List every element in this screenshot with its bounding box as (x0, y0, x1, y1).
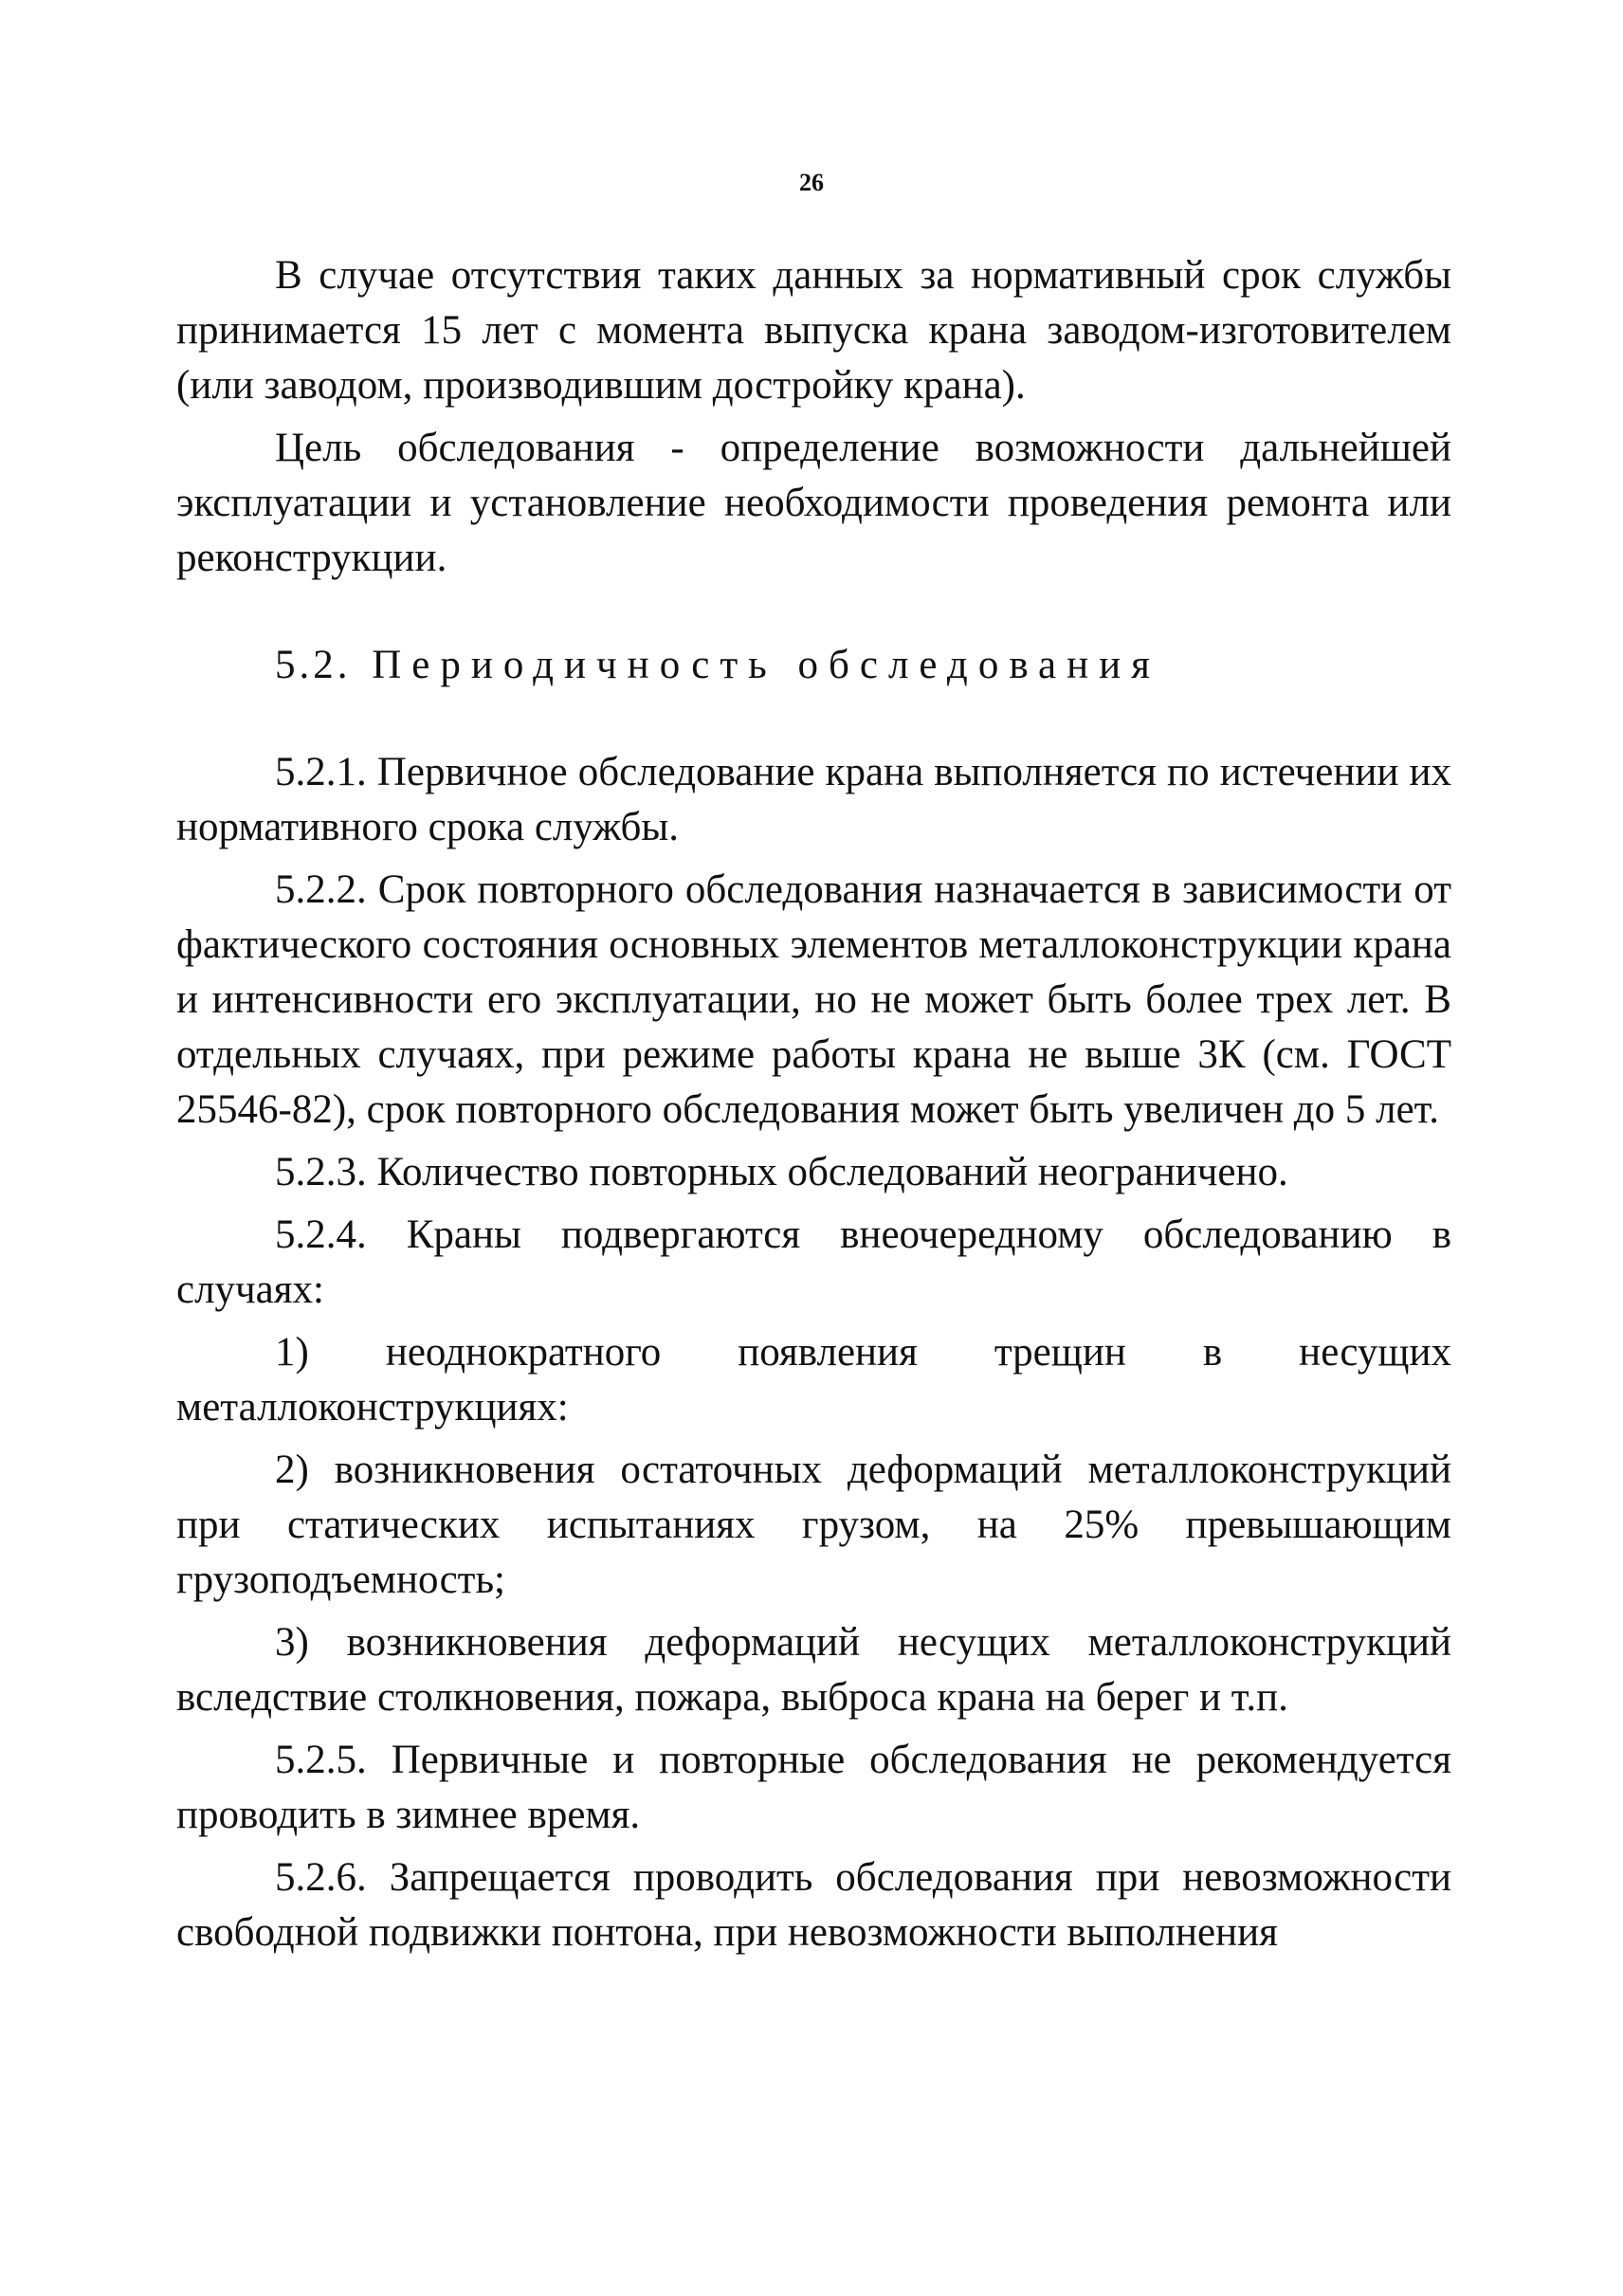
section-number: 5.2. (275, 643, 352, 687)
clause-paragraph: 5.2.3. Количество повторных обследований неограничено. (275, 1150, 1288, 1194)
intro-paragraph: В случае отсутствия таких данных за нормативный срок службы принимается 15 лет с момента выпуска крана заводом-изготовителем (или заводом, производившим достройку крана). (176, 253, 1451, 408)
list-item: 3) возникновения деформаций несущих металлоконструкций вследствие столкновения, пожара, выброса крана на берег и т.п. (176, 1620, 1451, 1720)
list-item: 2) возникновения остаточных деформаций металлоконструкций при статических испытаниях грузом, на 25% превышающим грузоподъемность; (176, 1448, 1451, 1602)
document-body (176, 248, 1451, 1960)
section-title: Периодичность обследования (372, 643, 1160, 687)
clause-paragraph: 5.2.2. Срок повторного обследования назначается в зависимости от фактического состояния основных элементов металлоконструкции крана и интенсивности его эксплуатации, но не может быть более трех лет. В отдельных случаях, при режиме работы крана не выше 3К (см. ГОСТ 25546-82), срок повторного обследования может быть увеличен до 5 лет. (176, 867, 1451, 1132)
clause-paragraph: 5.2.5. Первичные и повторные обследования не рекомендуется проводить в зимнее время. (176, 1738, 1451, 1837)
intro-paragraph: Цель обследования - определение возможности дальнейшей эксплуатации и установление необходимости проведения ремонта или реконструкции. (176, 426, 1451, 580)
page-number: 26 (799, 169, 824, 196)
clause-paragraph: 5.2.1. Первичное обследование крана выполняется по истечении их нормативного срока службы. (176, 750, 1451, 849)
list-item: 1) неоднократного появления трещин в несущих металлоконструкциях: (176, 1330, 1451, 1430)
clause-paragraph: 5.2.4. Краны подвергаются внеочередному обследованию в случаях: (176, 1212, 1451, 1312)
section-heading (176, 638, 1451, 693)
clause-paragraph: 5.2.6. Запрещается проводить обследования при невозможности свободной подвижки понтона, при невозможности выполнения (176, 1855, 1451, 1955)
